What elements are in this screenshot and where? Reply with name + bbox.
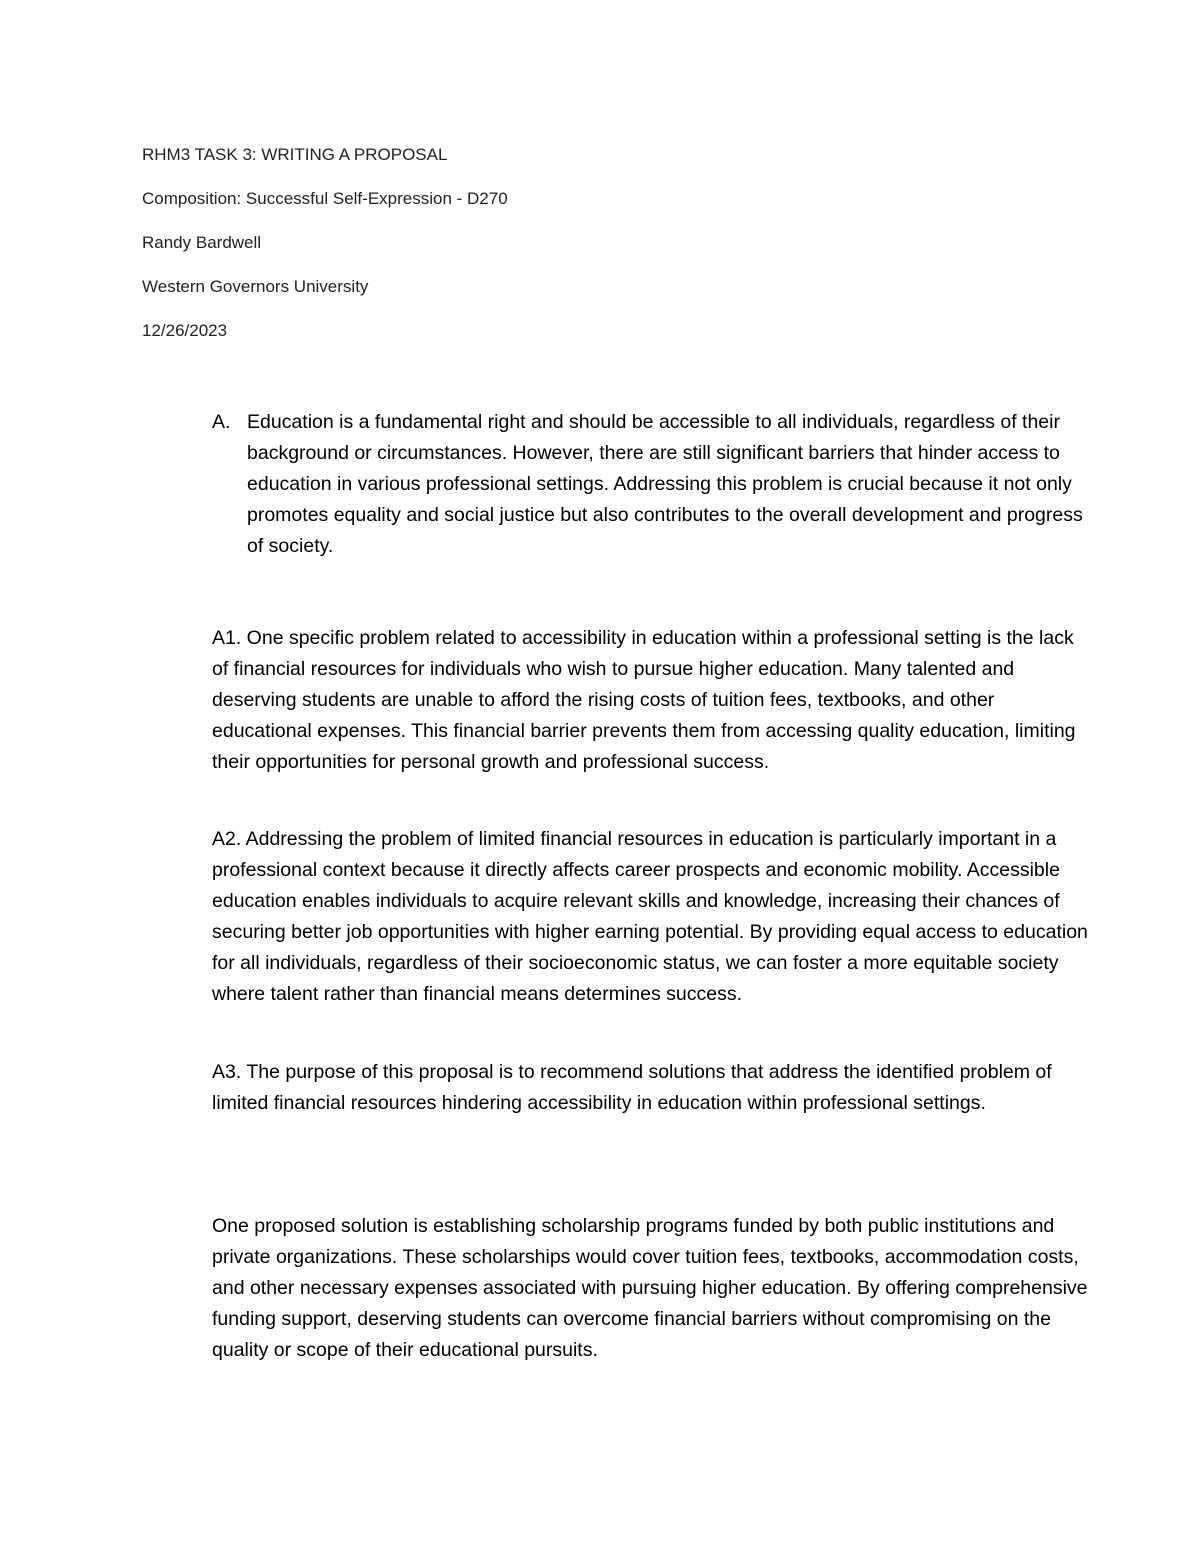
section-a-text: Education is a fundamental right and should be accessible to all individuals, regardless of their background or circumstances. However, there are still significant barriers that hinder access to education in various professional settings. Addressing this problem is crucial because it not only promotes equality and social justice but also contributes to the overall development and progress of society. bbox=[247, 411, 1083, 557]
task-title: RHM3 TASK 3: WRITING A PROPOSAL bbox=[142, 145, 448, 164]
paragraph-a1: A1. One specific problem related to accessibility in education within a professional setting is the lack of financial resources for individuals who wish to pursue higher education. Many talented and deserving students are unable to afford the rising costs of tuition fees, textbooks, and other educational expenses. This financial barrier prevents them from accessing quality education, limiting their opportunities for personal growth and professional success. bbox=[212, 627, 1076, 773]
section-a-list-item bbox=[212, 407, 1092, 562]
title-block bbox=[142, 144, 508, 364]
paragraph-a2: A2. Addressing the problem of limited financial resources in education is particularly important in a professional context because it directly affects career prospects and economic mobility. Accessible education enables individuals to acquire relevant skills and knowledge, increasing their chances of securing better job opportunities with higher earning potential. By providing equal access to education for all individuals, regardless of their socioeconomic status, we can foster a more equitable society where talent rather than financial means determines success. bbox=[212, 828, 1088, 1005]
list-marker: A. bbox=[212, 411, 231, 433]
course-name: Composition: Successful Self-Expression - D270 bbox=[142, 189, 508, 208]
document-date: 12/26/2023 bbox=[142, 321, 228, 340]
institution-name: Western Governors University bbox=[142, 277, 369, 296]
paragraph-proposed-solution: One proposed solution is establishing scholarship programs funded by both public institutions and private organizations. These scholarships would cover tuition fees, textbooks, accommodation costs, and other necessary expenses associated with pursuing higher education. By offering comprehensive funding support, deserving students can overcome financial barriers without compromising on the quality or scope of their educational pursuits. bbox=[212, 1215, 1088, 1361]
paragraph-a3: A3. The purpose of this proposal is to recommend solutions that address the identified problem of limited financial resources hindering accessibility in education within professional settings. bbox=[212, 1061, 1052, 1114]
author-name: Randy Bardwell bbox=[142, 233, 262, 252]
